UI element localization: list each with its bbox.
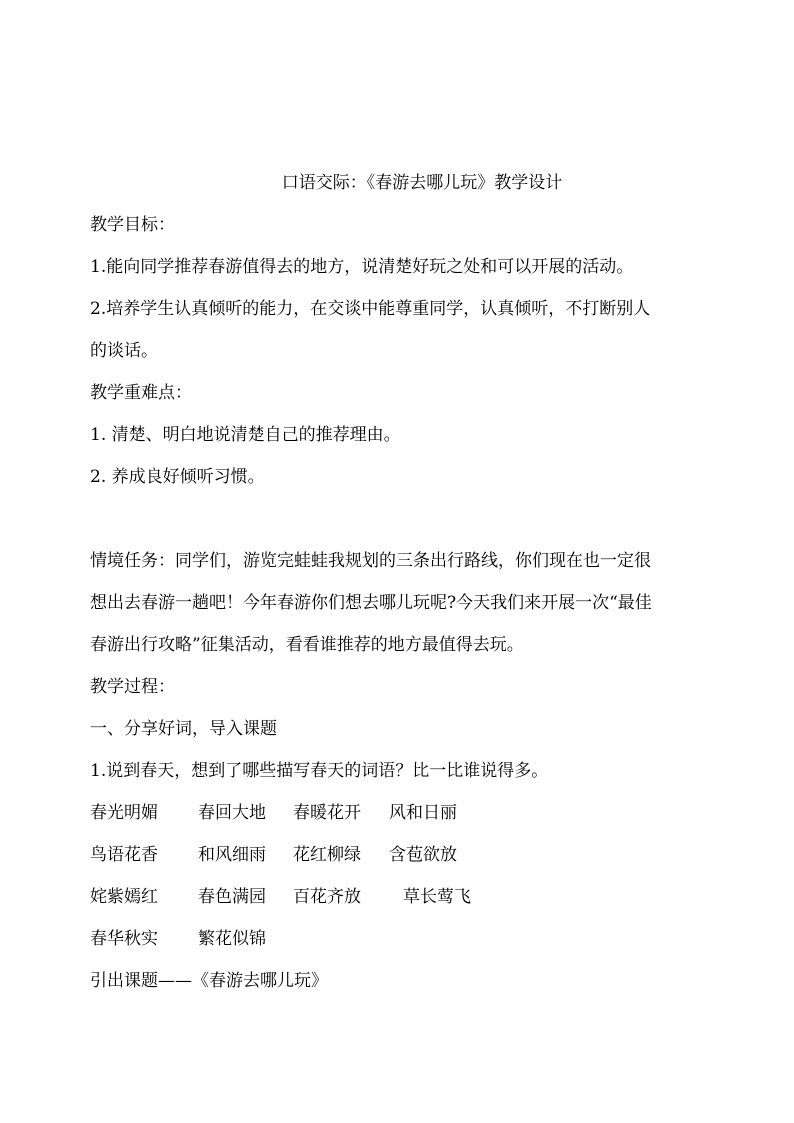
- word-item: 春色满园: [198, 887, 266, 907]
- word-item: 春华秋实: [90, 929, 158, 949]
- scenario-line-1: 情境任务：同学们，游览完蛙蛙我规划的三条出行路线，你们现在也一定很: [90, 551, 651, 571]
- scenario-line-3: 春游出行攻略”征集活动，看看谁推荐的地方最值得去玩。: [90, 635, 524, 655]
- goal-item-2-continued: 的谈话。: [90, 341, 158, 361]
- goals-heading: 教学目标：: [90, 215, 175, 235]
- word-item: 鸟语花香: [90, 845, 158, 865]
- document-title: 口语交际：《春游去哪儿玩》教学设计: [281, 173, 563, 193]
- word-row: [90, 844, 722, 886]
- document-body: [90, 172, 722, 1012]
- word-row: [90, 928, 722, 970]
- lead-in-text: 引出课题——《春游去哪儿玩》: [90, 971, 328, 991]
- word-item: 含苞欲放: [389, 845, 457, 865]
- scenario-line-2: 想出去春游一趟吧！今年春游你们想去哪儿玩呢?今天我们来开展一次“最佳: [90, 593, 652, 613]
- process-heading: 教学过程：: [90, 677, 175, 697]
- word-item: 和风细雨: [198, 845, 266, 865]
- section-one-heading: 一、分享好词，导入课题: [90, 719, 277, 739]
- word-item: 姹紫嫣红: [90, 887, 158, 907]
- goal-item-1: 1.能向同学推荐春游值得去的地方，说清楚好玩之处和可以开展的活动。: [90, 257, 634, 277]
- key-points-heading: 教学重难点：: [90, 383, 192, 403]
- word-item: 百花齐放: [293, 887, 361, 907]
- key-point-item-2: 2. 养成良好倾听习惯。: [90, 467, 265, 487]
- blank-line: [90, 508, 722, 550]
- word-item: 草长莺飞: [403, 887, 471, 907]
- word-item: 春回大地: [198, 803, 266, 823]
- goal-item-2: 2.培养学生认真倾听的能力，在交谈中能尊重同学，认真倾听，不打断别人: [90, 299, 651, 319]
- word-item: 春光明媚: [90, 803, 158, 823]
- word-item: 繁花似锦: [198, 929, 266, 949]
- word-item: 春暖花开: [293, 803, 361, 823]
- word-item: 风和日丽: [389, 803, 457, 823]
- key-point-item-1: 1. 清楚、明白地说清楚自己的推荐理由。: [90, 425, 401, 445]
- word-row: [90, 802, 722, 844]
- word-row: [90, 886, 722, 928]
- word-item: 花红柳绿: [293, 845, 361, 865]
- step-one-text: 1.说到春天，想到了哪些描写春天的词语？比一比谁说得多。: [90, 761, 549, 781]
